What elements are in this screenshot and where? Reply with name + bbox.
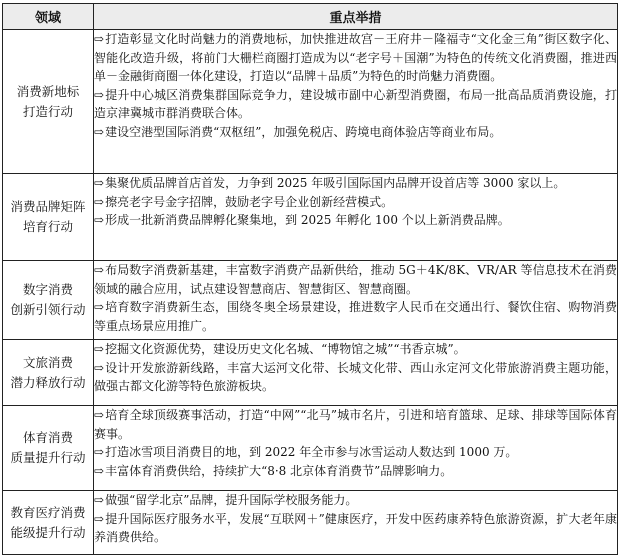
- list-item: [94, 340, 617, 359]
- domain-line: 文旅消费: [22, 354, 73, 370]
- domain-line: 能级提升行动: [10, 524, 86, 540]
- item-text: 设计开发旅游新线路，丰富大运河文化带、长城文化带、西山永定河文化带旅游消费主题功能，做强古都文化游等特色旅游板块。: [94, 360, 617, 394]
- item-text: 擦亮老字号金字招牌，鼓励老字号企业创新经营模式。: [105, 194, 394, 209]
- arrow-bullet-icon: ⇨: [94, 493, 105, 507]
- list-item: [94, 211, 617, 230]
- domain-line: 质量提升行动: [10, 450, 86, 465]
- arrow-bullet-icon: ⇨: [94, 300, 105, 315]
- arrow-bullet-icon: ⇨: [94, 263, 105, 277]
- list-item: [94, 510, 617, 547]
- measures-cell: [94, 340, 618, 406]
- table-row: [3, 340, 618, 406]
- domain-line: 打造行动: [22, 103, 73, 119]
- item-text: 打造冰雪项目消费目的地，到 2022 年全市参与冰雪运动人数达到 1000 万。: [105, 445, 518, 460]
- item-text: 提升中心城区消费集群国际竞争力，建设城市副中心新型消费圈，布局一批高品质消费设施，打造京津冀城市群消费联合体。: [94, 87, 617, 121]
- arrow-bullet-icon: ⇨: [94, 87, 105, 102]
- domain-line: 教育医疗消费: [10, 504, 86, 520]
- table-row: [3, 406, 618, 491]
- list-item: [94, 443, 617, 462]
- list-item: [94, 359, 617, 396]
- table-row: [3, 491, 618, 555]
- measures-cell: [94, 406, 618, 491]
- list-item: [94, 30, 617, 86]
- list-item: [94, 193, 617, 212]
- list-item: [94, 491, 617, 510]
- item-text: 布局数字消费新基建，丰富数字消费产品新供给，推动 5G＋4K/8K、VR/AR 等信息技术在消费领域的融合应用，试点建设智慧商店、智慧街区、智慧商圈。: [94, 263, 617, 296]
- list-item: [94, 298, 617, 335]
- measures-cell: [94, 30, 618, 174]
- domain-line: 培育行动: [22, 219, 73, 234]
- arrow-bullet-icon: ⇨: [94, 360, 105, 375]
- item-text: 打造彰显文化时尚魅力的消费地标，加快推进故宫－王府井－隆福寺“文化金三角”街区数字化、智能化改造升级，将前门大栅栏商圈打造成为以“老字号＋国潮”为特色的传统文化消费圈，推进西单－金融街商圈一体化建设，打造以“品牌＋品质”为特色的时尚魅力消费圈。: [94, 32, 617, 84]
- domain-cell: [3, 174, 94, 261]
- measures-cell: [94, 174, 618, 261]
- arrow-bullet-icon: ⇨: [94, 342, 105, 356]
- domain-cell: [3, 340, 94, 406]
- item-text: 培育全球顶级赛事活动，打造“中网”“北马”城市名片，引进和培育篮球、足球、排球等国际体育赛事。: [94, 408, 617, 441]
- header-domain: 领域: [3, 4, 94, 30]
- arrow-bullet-icon: ⇨: [94, 445, 105, 460]
- arrow-bullet-icon: ⇨: [94, 176, 105, 190]
- item-text: 提升国际医疗服务水平，发展“互联网＋”健康医疗，开发中医药康养特色旅游资源，扩大老年康养消费供给。: [94, 511, 617, 545]
- table-row: [3, 174, 618, 261]
- arrow-bullet-icon: ⇨: [94, 194, 105, 209]
- item-text: 形成一批新消费品牌孵化聚集地，到 2025 年孵化 100 个以上新消费品牌。: [105, 213, 510, 228]
- arrow-bullet-icon: ⇨: [94, 124, 105, 139]
- item-text: 建设空港型国际消费“双枢纽”，加强免税店、跨境电商体验店等商业布局。: [105, 124, 502, 139]
- arrow-bullet-icon: ⇨: [94, 408, 105, 422]
- measures-cell: [94, 261, 618, 340]
- domain-line: 潜力释放行动: [10, 374, 86, 390]
- arrow-bullet-icon: ⇨: [94, 463, 105, 478]
- domain-cell: [3, 261, 94, 340]
- list-item: [94, 86, 617, 123]
- domain-line: 消费品牌矩阵: [10, 199, 86, 214]
- header-measures: 重点举措: [94, 4, 618, 30]
- domain-cell: [3, 491, 94, 555]
- list-item: [94, 462, 617, 481]
- domain-line: 数字消费: [22, 282, 73, 297]
- domain-line: 消费新地标: [16, 83, 80, 99]
- domain-line: 体育消费: [22, 430, 73, 445]
- list-item: [94, 174, 617, 193]
- item-text: 培育数字消费新生态，围绕冬奥全场景建设，推进数字人民币在交通出行、餐饮住宿、购物消费等重点场景应用推广。: [94, 300, 617, 333]
- table-row: [3, 30, 618, 174]
- arrow-bullet-icon: ⇨: [94, 213, 105, 228]
- measures-cell: [94, 491, 618, 555]
- list-item: [94, 123, 617, 142]
- item-text: 集聚优质品牌首店首发，力争到 2025 年吸引国际国内品牌开设首店等 3000 家以上。: [105, 176, 566, 190]
- item-text: 挖掘文化资源优势，建设历史文化名城、“博物馆之城”“书香京城”。: [105, 342, 466, 356]
- arrow-bullet-icon: ⇨: [94, 511, 105, 526]
- arrow-bullet-icon: ⇨: [94, 32, 105, 46]
- item-text: 丰富体育消费供给，持续扩大“8·8 北京体育消费节”品牌影响力。: [105, 463, 453, 478]
- item-text: 做强“留学北京”品牌，提升国际学校服务能力。: [105, 493, 358, 507]
- domain-line: 创新引领行动: [10, 302, 86, 317]
- domain-cell: [3, 30, 94, 174]
- list-item: [94, 261, 617, 298]
- measures-table: [2, 3, 618, 555]
- domain-cell: [3, 406, 94, 491]
- table-header-row: [3, 4, 618, 30]
- list-item: [94, 406, 617, 443]
- table-row: [3, 261, 618, 340]
